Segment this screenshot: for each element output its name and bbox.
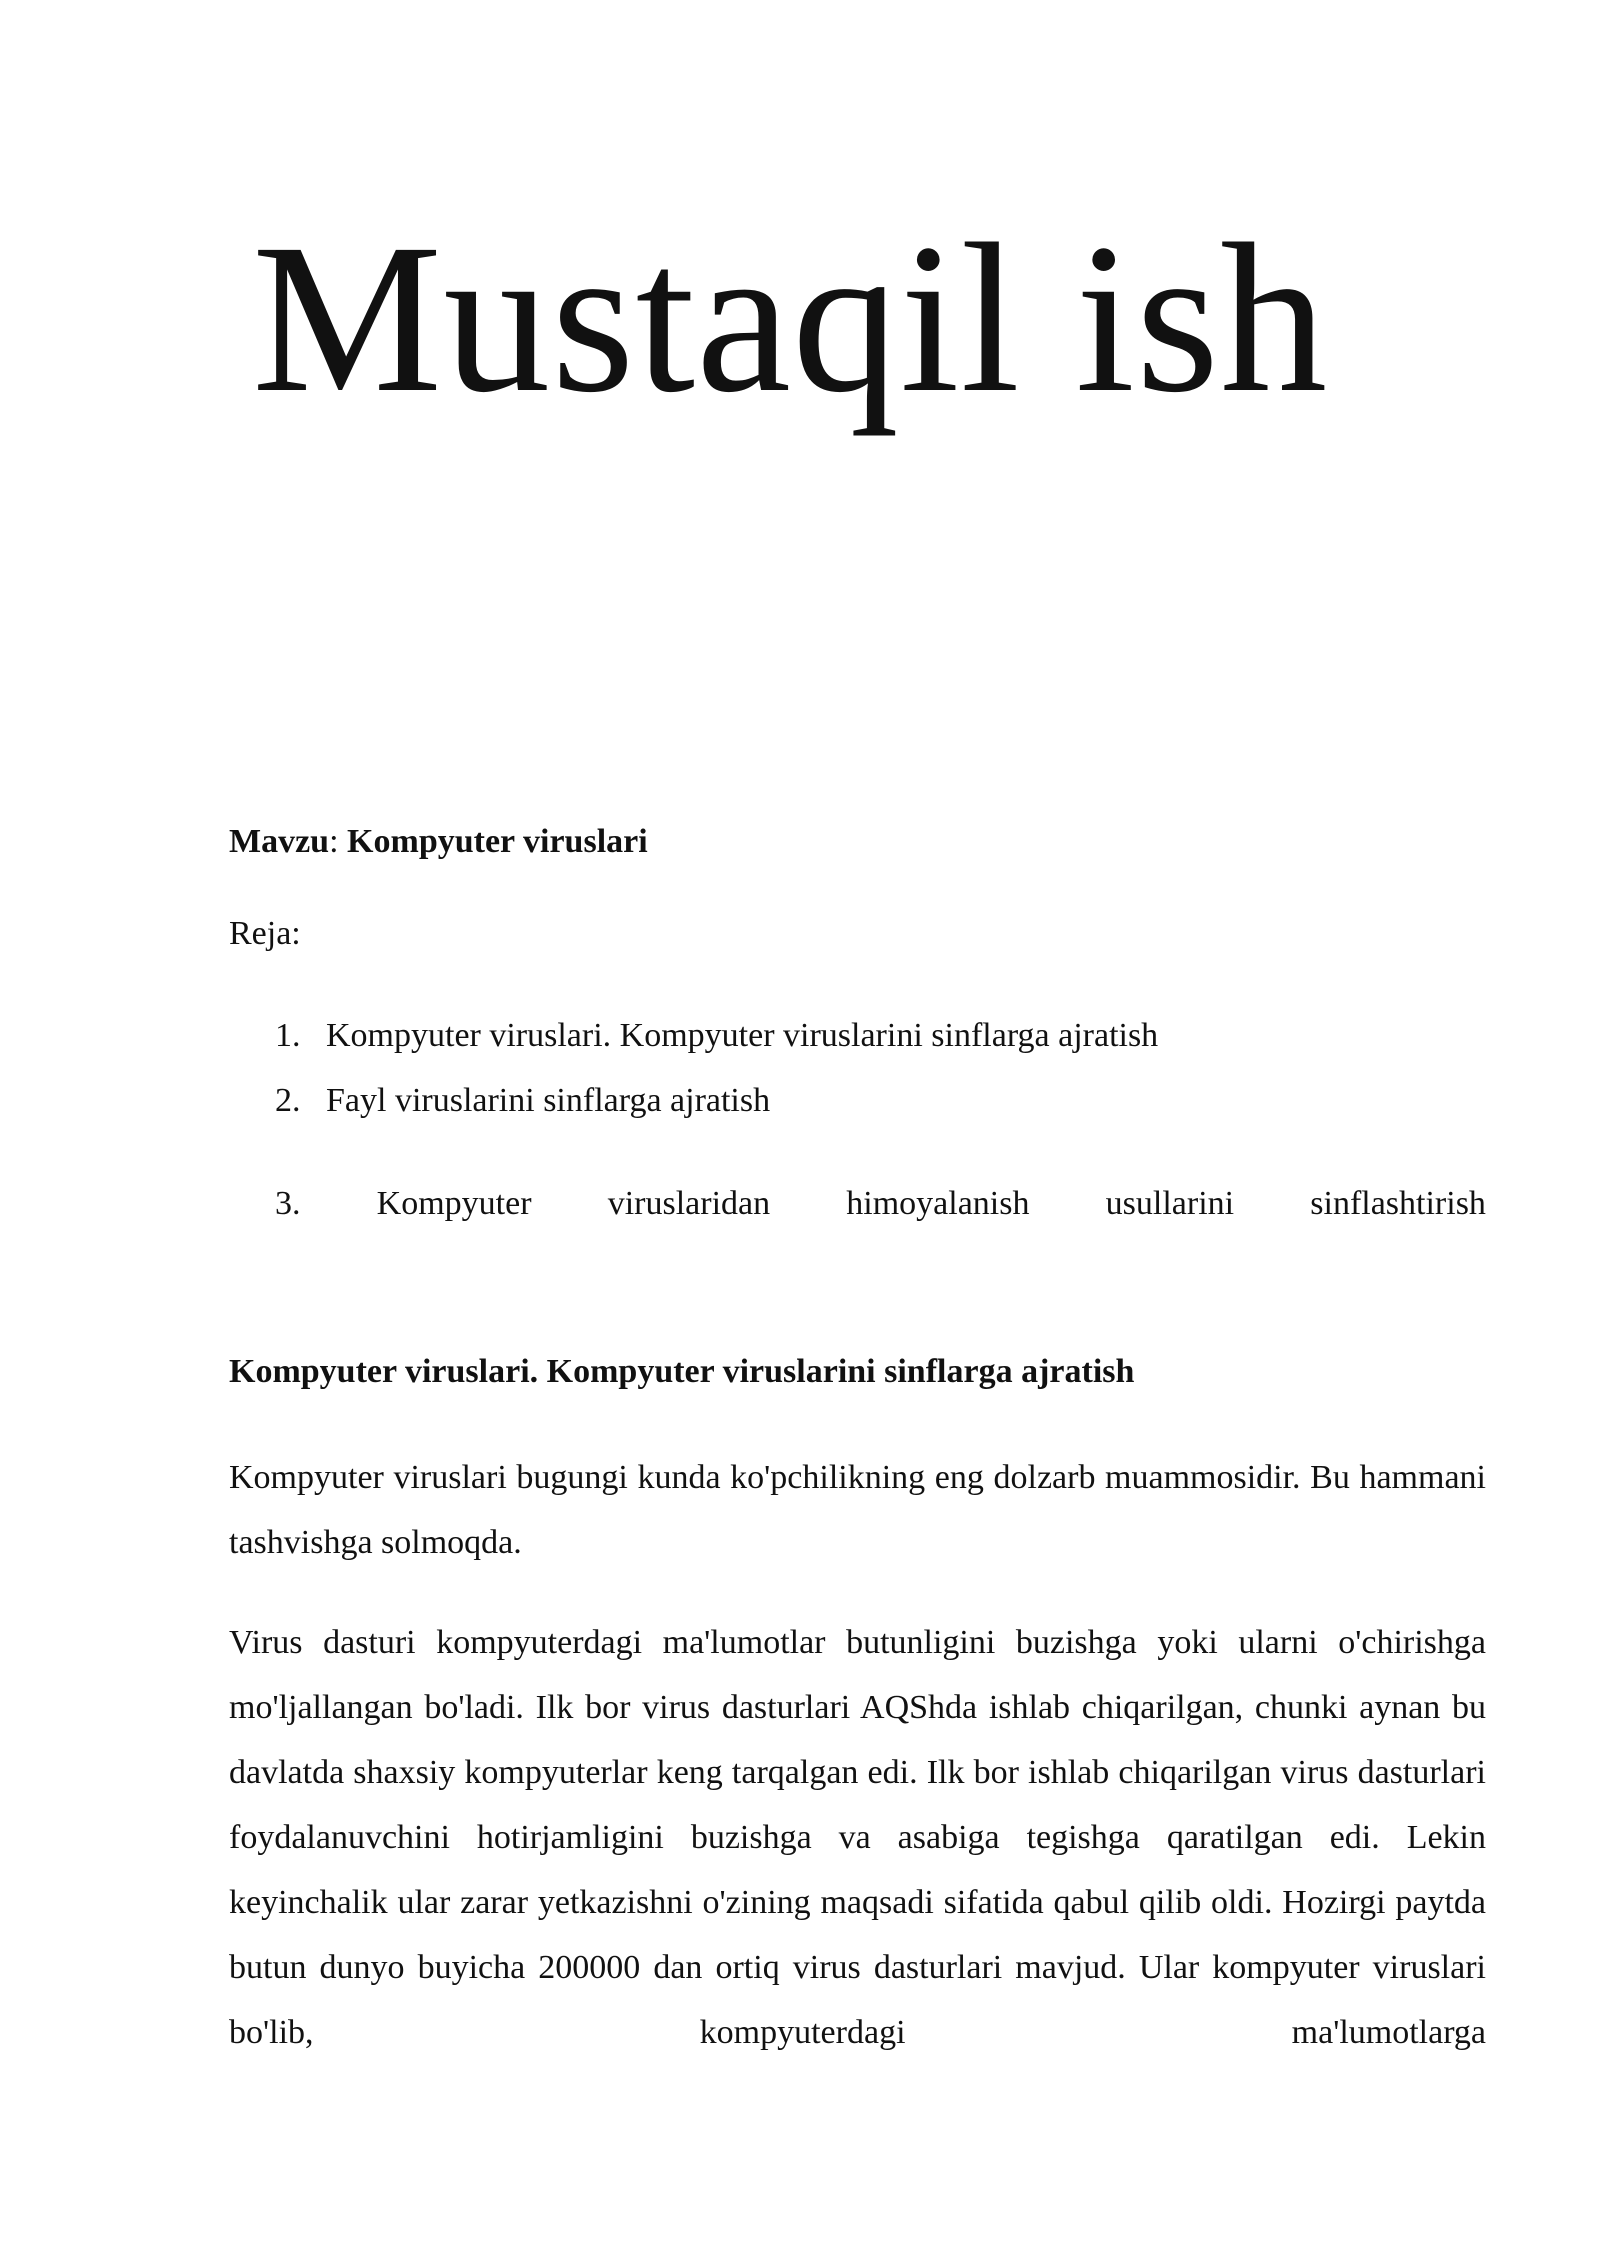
plan-item-word: himoyalanish bbox=[846, 1185, 1030, 1222]
plan-item-text: Fayl viruslarini sinflarga ajratish bbox=[326, 1082, 771, 1119]
topic-label: Mavzu bbox=[229, 823, 330, 860]
topic-separator: : bbox=[329, 823, 339, 860]
topic-value: Kompyuter viruslari bbox=[347, 823, 648, 860]
plan-item-number: 2. bbox=[275, 1082, 301, 1119]
plan-item-word: viruslaridan bbox=[607, 1185, 771, 1222]
plan-item-3 bbox=[275, 1180, 1486, 1228]
plan-item-word: sinflashtirish bbox=[1310, 1185, 1486, 1222]
document-title: Mustaqil ish bbox=[252, 200, 1329, 437]
section-heading: Kompyuter viruslari. Kompyuter viruslarini sinflarga ajratish bbox=[229, 1353, 1135, 1390]
body-paragraph: Kompyuter viruslari bugungi kunda ko'pchilikning eng dolzarb muammosidir. Bu hammani tashvishga solmoqda. bbox=[229, 1459, 1486, 1561]
plan-item-number: 1. bbox=[275, 1017, 301, 1054]
body-paragraph: Virus dasturi kompyuterdagi ma'lumotlar butunligini buzishga yoki ularni o'chirishga mo'ljallangan bo'ladi. Ilk bor virus dasturlari AQShda ishlab chiqarilgan, chunki aynan bu davlatda shaxsiy kompyuterlar keng tarqalgan edi. Ilk bor ishlab chiqarilgan virus dasturlari foydalanuvchini hotirjamligini buzishga va asabiga tegishga qaratilgan edi. Lekin keyinchalik ular zarar yetkazishni o'zining maqsadi sifatida qabul qilib oldi. Hozirgi paytda butun dunyo buyicha 200000 dan ortiq virus dasturlari mavjud. Ular kompyuter viruslari bo'lib, kompyuterdagi ma'lumotlarga bbox=[229, 1624, 1486, 2051]
plan-item-text: Kompyuter viruslari. Kompyuter viruslarini sinflarga ajratish bbox=[326, 1017, 1159, 1054]
topic-line bbox=[229, 818, 1486, 866]
plan-item-word: usullarini bbox=[1105, 1185, 1235, 1222]
plan-item-word: Kompyuter bbox=[376, 1185, 532, 1222]
plan-item-number: 3. bbox=[275, 1185, 301, 1222]
plan-label: Reja: bbox=[229, 915, 301, 952]
